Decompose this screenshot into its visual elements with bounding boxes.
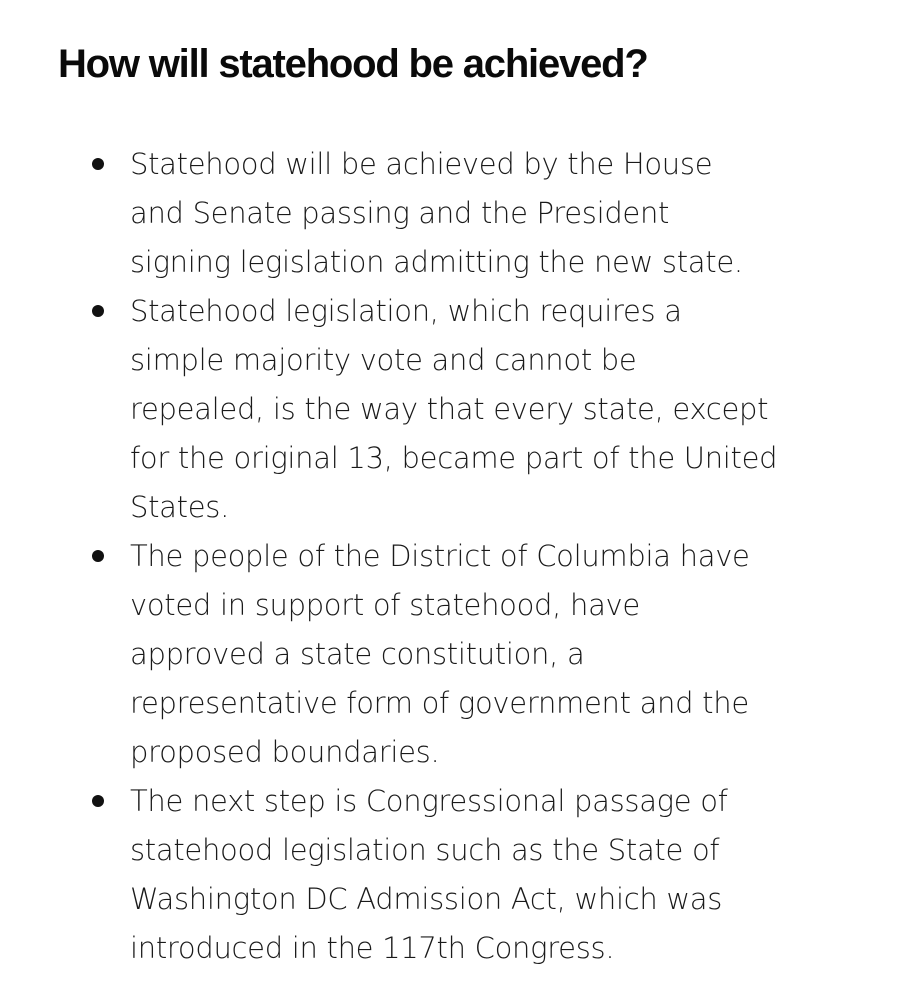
list-item-line: The next step is Congressional passage of bbox=[130, 784, 728, 818]
list-item-line: representative form of government and the bbox=[130, 686, 749, 720]
list-item-line: repealed, is the way that every state, except bbox=[130, 392, 769, 426]
list-item-line: Statehood legislation, which requires a bbox=[130, 294, 682, 328]
bullet-icon bbox=[92, 305, 104, 317]
list-item bbox=[0, 532, 908, 777]
list-item-line: Washington DC Admission Act, which was bbox=[130, 882, 723, 916]
bullet-icon bbox=[92, 795, 104, 807]
list-item-line: simple majority vote and cannot be bbox=[130, 343, 637, 377]
list-item-line: proposed boundaries. bbox=[130, 735, 440, 769]
list-item-line: voted in support of statehood, have bbox=[130, 588, 640, 622]
list-item bbox=[0, 140, 908, 287]
list-item-line: The people of the District of Columbia have bbox=[130, 539, 750, 573]
list-item-line: approved a state constitution, a bbox=[130, 637, 585, 671]
list-item-line: introduced in the 117th Congress. bbox=[130, 931, 615, 965]
list-item-line: and Senate passing and the President bbox=[130, 196, 670, 230]
bullet-icon bbox=[92, 550, 104, 562]
list-item-line: signing legislation admitting the new state. bbox=[130, 245, 743, 279]
section-heading: How will statehood be achieved? bbox=[58, 42, 648, 86]
list-item-line: Statehood will be achieved by the House bbox=[130, 147, 713, 181]
list-item-line: States. bbox=[130, 490, 229, 524]
bullet-icon bbox=[92, 158, 104, 170]
list-item-line: for the original 13, became part of the United bbox=[130, 441, 778, 475]
bullet-list bbox=[0, 140, 908, 973]
list-item bbox=[0, 287, 908, 532]
list-item-line: statehood legislation such as the State of bbox=[130, 833, 720, 867]
list-item bbox=[0, 777, 908, 973]
